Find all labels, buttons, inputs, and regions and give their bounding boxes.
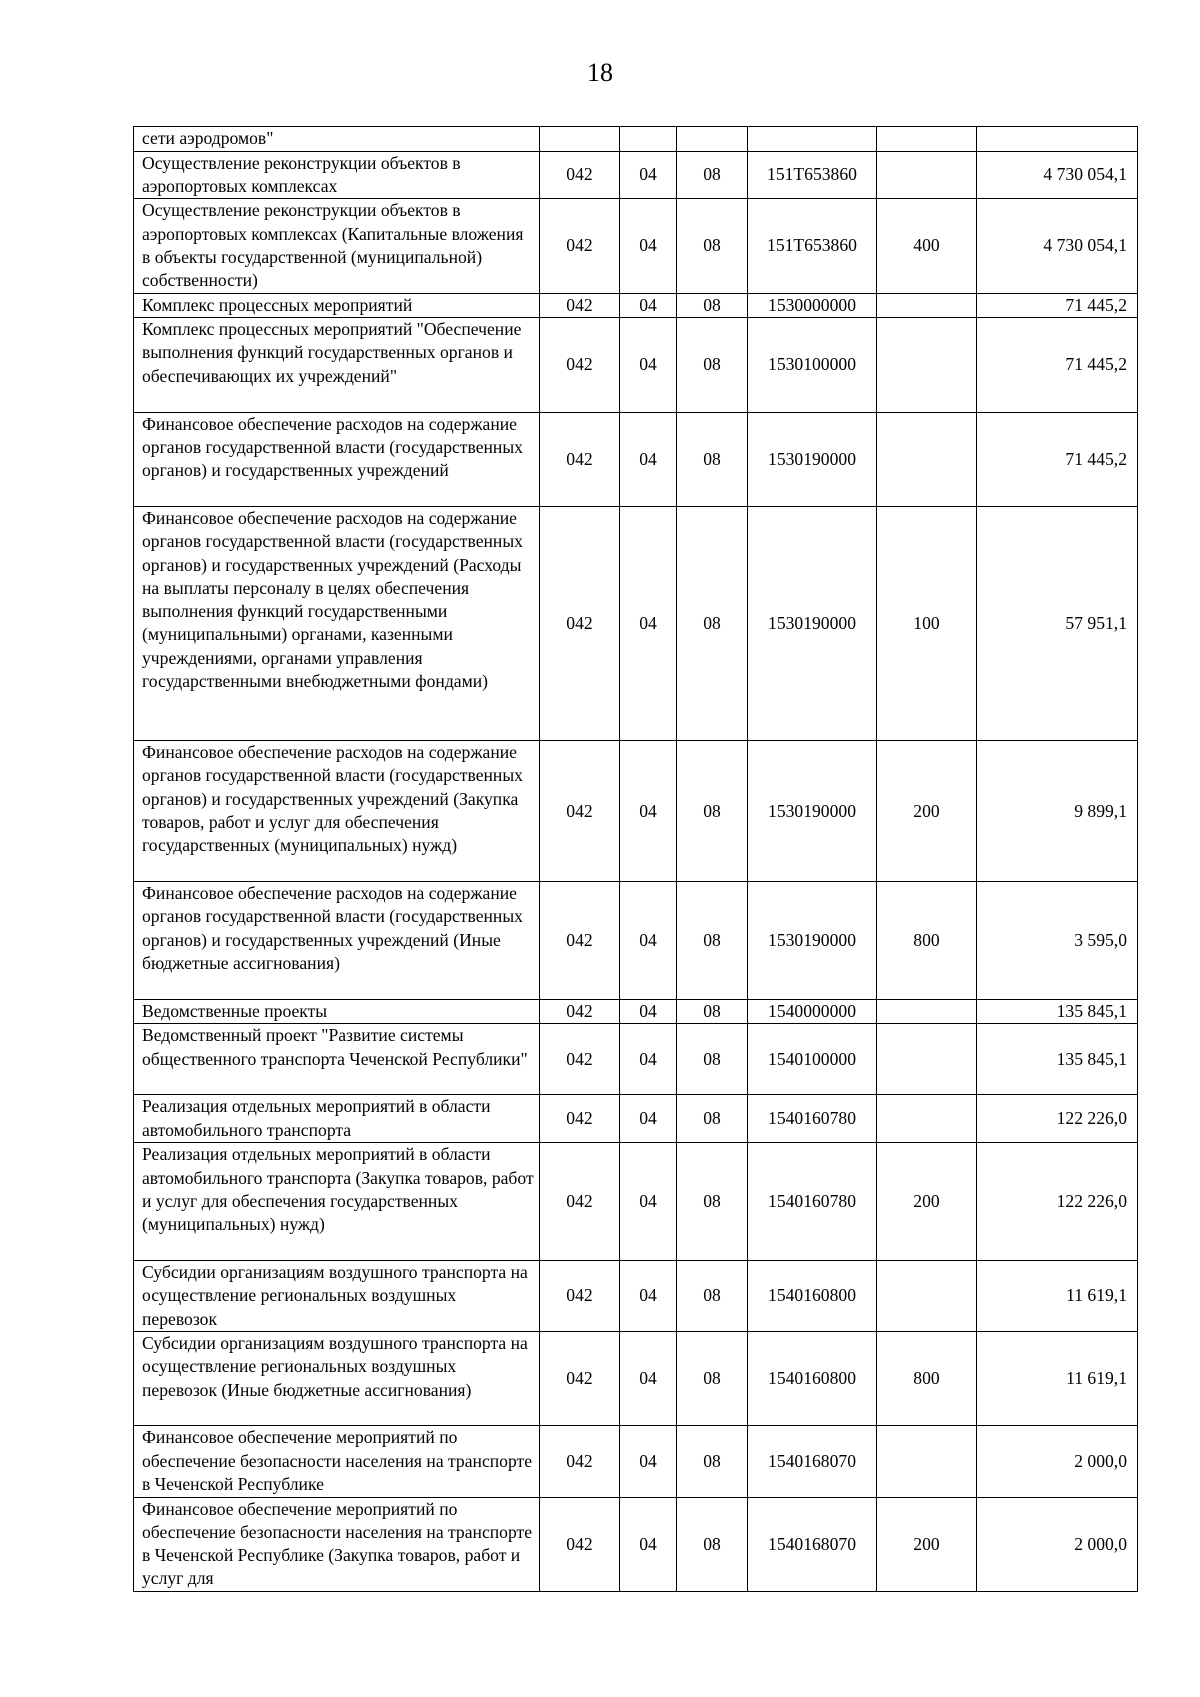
row-gr-code-cell: 042 bbox=[540, 741, 620, 882]
row-rz-code-cell: 04 bbox=[620, 199, 677, 293]
row-csr-code-cell bbox=[748, 127, 877, 152]
row-pr-code-cell: 08 bbox=[677, 999, 748, 1024]
row-gr-code-cell: 042 bbox=[540, 1260, 620, 1331]
row-csr-code-cell: 1540168070 bbox=[748, 1426, 877, 1497]
page-number: 18 bbox=[587, 58, 613, 87]
table-row bbox=[134, 741, 1138, 882]
row-csr-code-cell: 1530190000 bbox=[748, 741, 877, 882]
row-vr-code-cell: 400 bbox=[877, 199, 977, 293]
row-vr-code-cell bbox=[877, 293, 977, 318]
row-sum-cell: 135 845,1 bbox=[977, 1024, 1138, 1095]
row-gr-code-cell: 042 bbox=[540, 506, 620, 740]
row-gr-code-cell: 042 bbox=[540, 1095, 620, 1143]
row-csr-code-cell: 151T653860 bbox=[748, 199, 877, 293]
row-csr-code-cell: 1540168070 bbox=[748, 1497, 877, 1591]
row-name-cell: Осуществление реконструкции объектов в аэропортовых комплексах bbox=[134, 151, 540, 199]
row-name-cell: Ведомственные проекты bbox=[134, 999, 540, 1024]
row-vr-code-cell: 200 bbox=[877, 741, 977, 882]
row-name-cell: Комплекс процессных мероприятий "Обеспечение выполнения функций государственных органов и обеспечивающих их учреждений" bbox=[134, 318, 540, 412]
row-csr-code-cell: 1530190000 bbox=[748, 412, 877, 506]
row-gr-code-cell: 042 bbox=[540, 1332, 620, 1426]
row-pr-code-cell: 08 bbox=[677, 1024, 748, 1095]
row-vr-code-cell: 800 bbox=[877, 1332, 977, 1426]
row-sum-cell bbox=[977, 127, 1138, 152]
row-rz-code-cell: 04 bbox=[620, 412, 677, 506]
table-row bbox=[134, 1260, 1138, 1331]
row-vr-code-cell bbox=[877, 1024, 977, 1095]
row-rz-code-cell: 04 bbox=[620, 1426, 677, 1497]
row-pr-code-cell: 08 bbox=[677, 1497, 748, 1591]
row-gr-code-cell: 042 bbox=[540, 151, 620, 199]
row-rz-code-cell: 04 bbox=[620, 293, 677, 318]
row-vr-code-cell: 200 bbox=[877, 1497, 977, 1591]
row-csr-code-cell: 1540160780 bbox=[748, 1143, 877, 1261]
row-gr-code-cell: 042 bbox=[540, 412, 620, 506]
row-rz-code-cell: 04 bbox=[620, 882, 677, 1000]
row-pr-code-cell: 08 bbox=[677, 1332, 748, 1426]
row-gr-code-cell: 042 bbox=[540, 293, 620, 318]
row-sum-cell: 57 951,1 bbox=[977, 506, 1138, 740]
row-gr-code-cell: 042 bbox=[540, 199, 620, 293]
row-csr-code-cell: 1530190000 bbox=[748, 506, 877, 740]
row-pr-code-cell: 08 bbox=[677, 506, 748, 740]
row-rz-code-cell: 04 bbox=[620, 151, 677, 199]
row-gr-code-cell: 042 bbox=[540, 999, 620, 1024]
row-csr-code-cell: 1540160800 bbox=[748, 1260, 877, 1331]
row-vr-code-cell bbox=[877, 151, 977, 199]
budget-table bbox=[133, 126, 1138, 1592]
row-rz-code-cell: 04 bbox=[620, 318, 677, 412]
row-sum-cell: 4 730 054,1 bbox=[977, 151, 1138, 199]
row-vr-code-cell: 800 bbox=[877, 882, 977, 1000]
table-row bbox=[134, 506, 1138, 740]
table-row bbox=[134, 412, 1138, 506]
row-name-cell: Финансовое обеспечение расходов на содержание органов государственной власти (государственных органов) и государственных учреждений (Закупка товаров, работ и услуг для обеспечения государственных (муниципальных) нужд) bbox=[134, 741, 540, 882]
row-vr-code-cell bbox=[877, 318, 977, 412]
row-gr-code-cell: 042 bbox=[540, 1024, 620, 1095]
row-csr-code-cell: 1540160800 bbox=[748, 1332, 877, 1426]
row-sum-cell: 122 226,0 bbox=[977, 1143, 1138, 1261]
row-gr-code-cell: 042 bbox=[540, 882, 620, 1000]
row-rz-code-cell bbox=[620, 127, 677, 152]
row-gr-code-cell: 042 bbox=[540, 1426, 620, 1497]
row-name-cell: сети аэродромов" bbox=[134, 127, 540, 152]
row-csr-code-cell: 1540100000 bbox=[748, 1024, 877, 1095]
row-name-cell: Финансовое обеспечение мероприятий по обеспечение безопасности населения на транспорте в Чеченской Республике bbox=[134, 1426, 540, 1497]
table-row bbox=[134, 151, 1138, 199]
row-csr-code-cell: 1540000000 bbox=[748, 999, 877, 1024]
row-rz-code-cell: 04 bbox=[620, 1024, 677, 1095]
row-sum-cell: 122 226,0 bbox=[977, 1095, 1138, 1143]
row-csr-code-cell: 1530000000 bbox=[748, 293, 877, 318]
row-name-cell: Осуществление реконструкции объектов в аэропортовых комплексах (Капитальные вложения в объекты государственной (муниципальной) собственности) bbox=[134, 199, 540, 293]
row-sum-cell: 135 845,1 bbox=[977, 999, 1138, 1024]
row-gr-code-cell: 042 bbox=[540, 318, 620, 412]
row-name-cell: Субсидии организациям воздушного транспорта на осуществление региональных воздушных перевозок (Иные бюджетные ассигнования) bbox=[134, 1332, 540, 1426]
row-sum-cell: 2 000,0 bbox=[977, 1497, 1138, 1591]
row-pr-code-cell: 08 bbox=[677, 741, 748, 882]
row-csr-code-cell: 1530100000 bbox=[748, 318, 877, 412]
row-rz-code-cell: 04 bbox=[620, 1260, 677, 1331]
row-name-cell: Финансовое обеспечение расходов на содержание органов государственной власти (государственных органов) и государственных учреждений (Расходы на выплаты персоналу в целях обеспечения выполнения функций государственными (муниципальными) органами, казенными учреждениями, органами управления государственными внебюджетными фондами) bbox=[134, 506, 540, 740]
row-sum-cell: 4 730 054,1 bbox=[977, 199, 1138, 293]
row-gr-code-cell: 042 bbox=[540, 1497, 620, 1591]
row-csr-code-cell: 1530190000 bbox=[748, 882, 877, 1000]
row-pr-code-cell: 08 bbox=[677, 151, 748, 199]
table-row bbox=[134, 318, 1138, 412]
row-sum-cell: 71 445,2 bbox=[977, 293, 1138, 318]
row-rz-code-cell: 04 bbox=[620, 741, 677, 882]
row-sum-cell: 71 445,2 bbox=[977, 318, 1138, 412]
row-pr-code-cell: 08 bbox=[677, 882, 748, 1000]
row-vr-code-cell: 200 bbox=[877, 1143, 977, 1261]
row-vr-code-cell bbox=[877, 1426, 977, 1497]
row-sum-cell: 2 000,0 bbox=[977, 1426, 1138, 1497]
table-row bbox=[134, 1332, 1138, 1426]
row-name-cell: Ведомственный проект "Развитие системы общественного транспорта Чеченской Республики" bbox=[134, 1024, 540, 1095]
table-row bbox=[134, 1497, 1138, 1591]
row-name-cell: Финансовое обеспечение мероприятий по обеспечение безопасности населения на транспорте в Чеченской Республике (Закупка товаров, работ и услуг для bbox=[134, 1497, 540, 1591]
row-vr-code-cell bbox=[877, 1095, 977, 1143]
row-pr-code-cell: 08 bbox=[677, 293, 748, 318]
row-pr-code-cell: 08 bbox=[677, 1426, 748, 1497]
table-row bbox=[134, 882, 1138, 1000]
row-vr-code-cell bbox=[877, 412, 977, 506]
row-pr-code-cell: 08 bbox=[677, 318, 748, 412]
row-rz-code-cell: 04 bbox=[620, 1143, 677, 1261]
table-row bbox=[134, 1095, 1138, 1143]
table-row bbox=[134, 999, 1138, 1024]
row-name-cell: Реализация отдельных мероприятий в области автомобильного транспорта (Закупка товаров, работ и услуг для обеспечения государственных (муниципальных) нужд) bbox=[134, 1143, 540, 1261]
row-name-cell: Комплекс процессных мероприятий bbox=[134, 293, 540, 318]
table-row bbox=[134, 1426, 1138, 1497]
row-name-cell: Субсидии организациям воздушного транспорта на осуществление региональных воздушных перевозок bbox=[134, 1260, 540, 1331]
row-name-cell: Финансовое обеспечение расходов на содержание органов государственной власти (государственных органов) и государственных учреждений (Иные бюджетные ассигнования) bbox=[134, 882, 540, 1000]
row-rz-code-cell: 04 bbox=[620, 1332, 677, 1426]
budget-table-body bbox=[134, 127, 1138, 1592]
row-sum-cell: 11 619,1 bbox=[977, 1332, 1138, 1426]
table-row bbox=[134, 1143, 1138, 1261]
row-vr-code-cell bbox=[877, 127, 977, 152]
row-rz-code-cell: 04 bbox=[620, 1497, 677, 1591]
row-name-cell: Реализация отдельных мероприятий в области автомобильного транспорта bbox=[134, 1095, 540, 1143]
row-pr-code-cell: 08 bbox=[677, 199, 748, 293]
row-sum-cell: 3 595,0 bbox=[977, 882, 1138, 1000]
row-pr-code-cell: 08 bbox=[677, 1095, 748, 1143]
row-vr-code-cell: 100 bbox=[877, 506, 977, 740]
table-row bbox=[134, 1024, 1138, 1095]
row-rz-code-cell: 04 bbox=[620, 1095, 677, 1143]
row-rz-code-cell: 04 bbox=[620, 999, 677, 1024]
row-pr-code-cell: 08 bbox=[677, 1260, 748, 1331]
row-gr-code-cell: 042 bbox=[540, 1143, 620, 1261]
row-csr-code-cell: 1540160780 bbox=[748, 1095, 877, 1143]
row-sum-cell: 9 899,1 bbox=[977, 741, 1138, 882]
row-pr-code-cell bbox=[677, 127, 748, 152]
row-vr-code-cell bbox=[877, 1260, 977, 1331]
row-pr-code-cell: 08 bbox=[677, 412, 748, 506]
table-row bbox=[134, 199, 1138, 293]
row-gr-code-cell bbox=[540, 127, 620, 152]
row-rz-code-cell: 04 bbox=[620, 506, 677, 740]
row-pr-code-cell: 08 bbox=[677, 1143, 748, 1261]
table-row bbox=[134, 127, 1138, 152]
row-sum-cell: 71 445,2 bbox=[977, 412, 1138, 506]
row-vr-code-cell bbox=[877, 999, 977, 1024]
row-sum-cell: 11 619,1 bbox=[977, 1260, 1138, 1331]
row-csr-code-cell: 151T653860 bbox=[748, 151, 877, 199]
table-row bbox=[134, 293, 1138, 318]
row-name-cell: Финансовое обеспечение расходов на содержание органов государственной власти (государственных органов) и государственных учреждений bbox=[134, 412, 540, 506]
